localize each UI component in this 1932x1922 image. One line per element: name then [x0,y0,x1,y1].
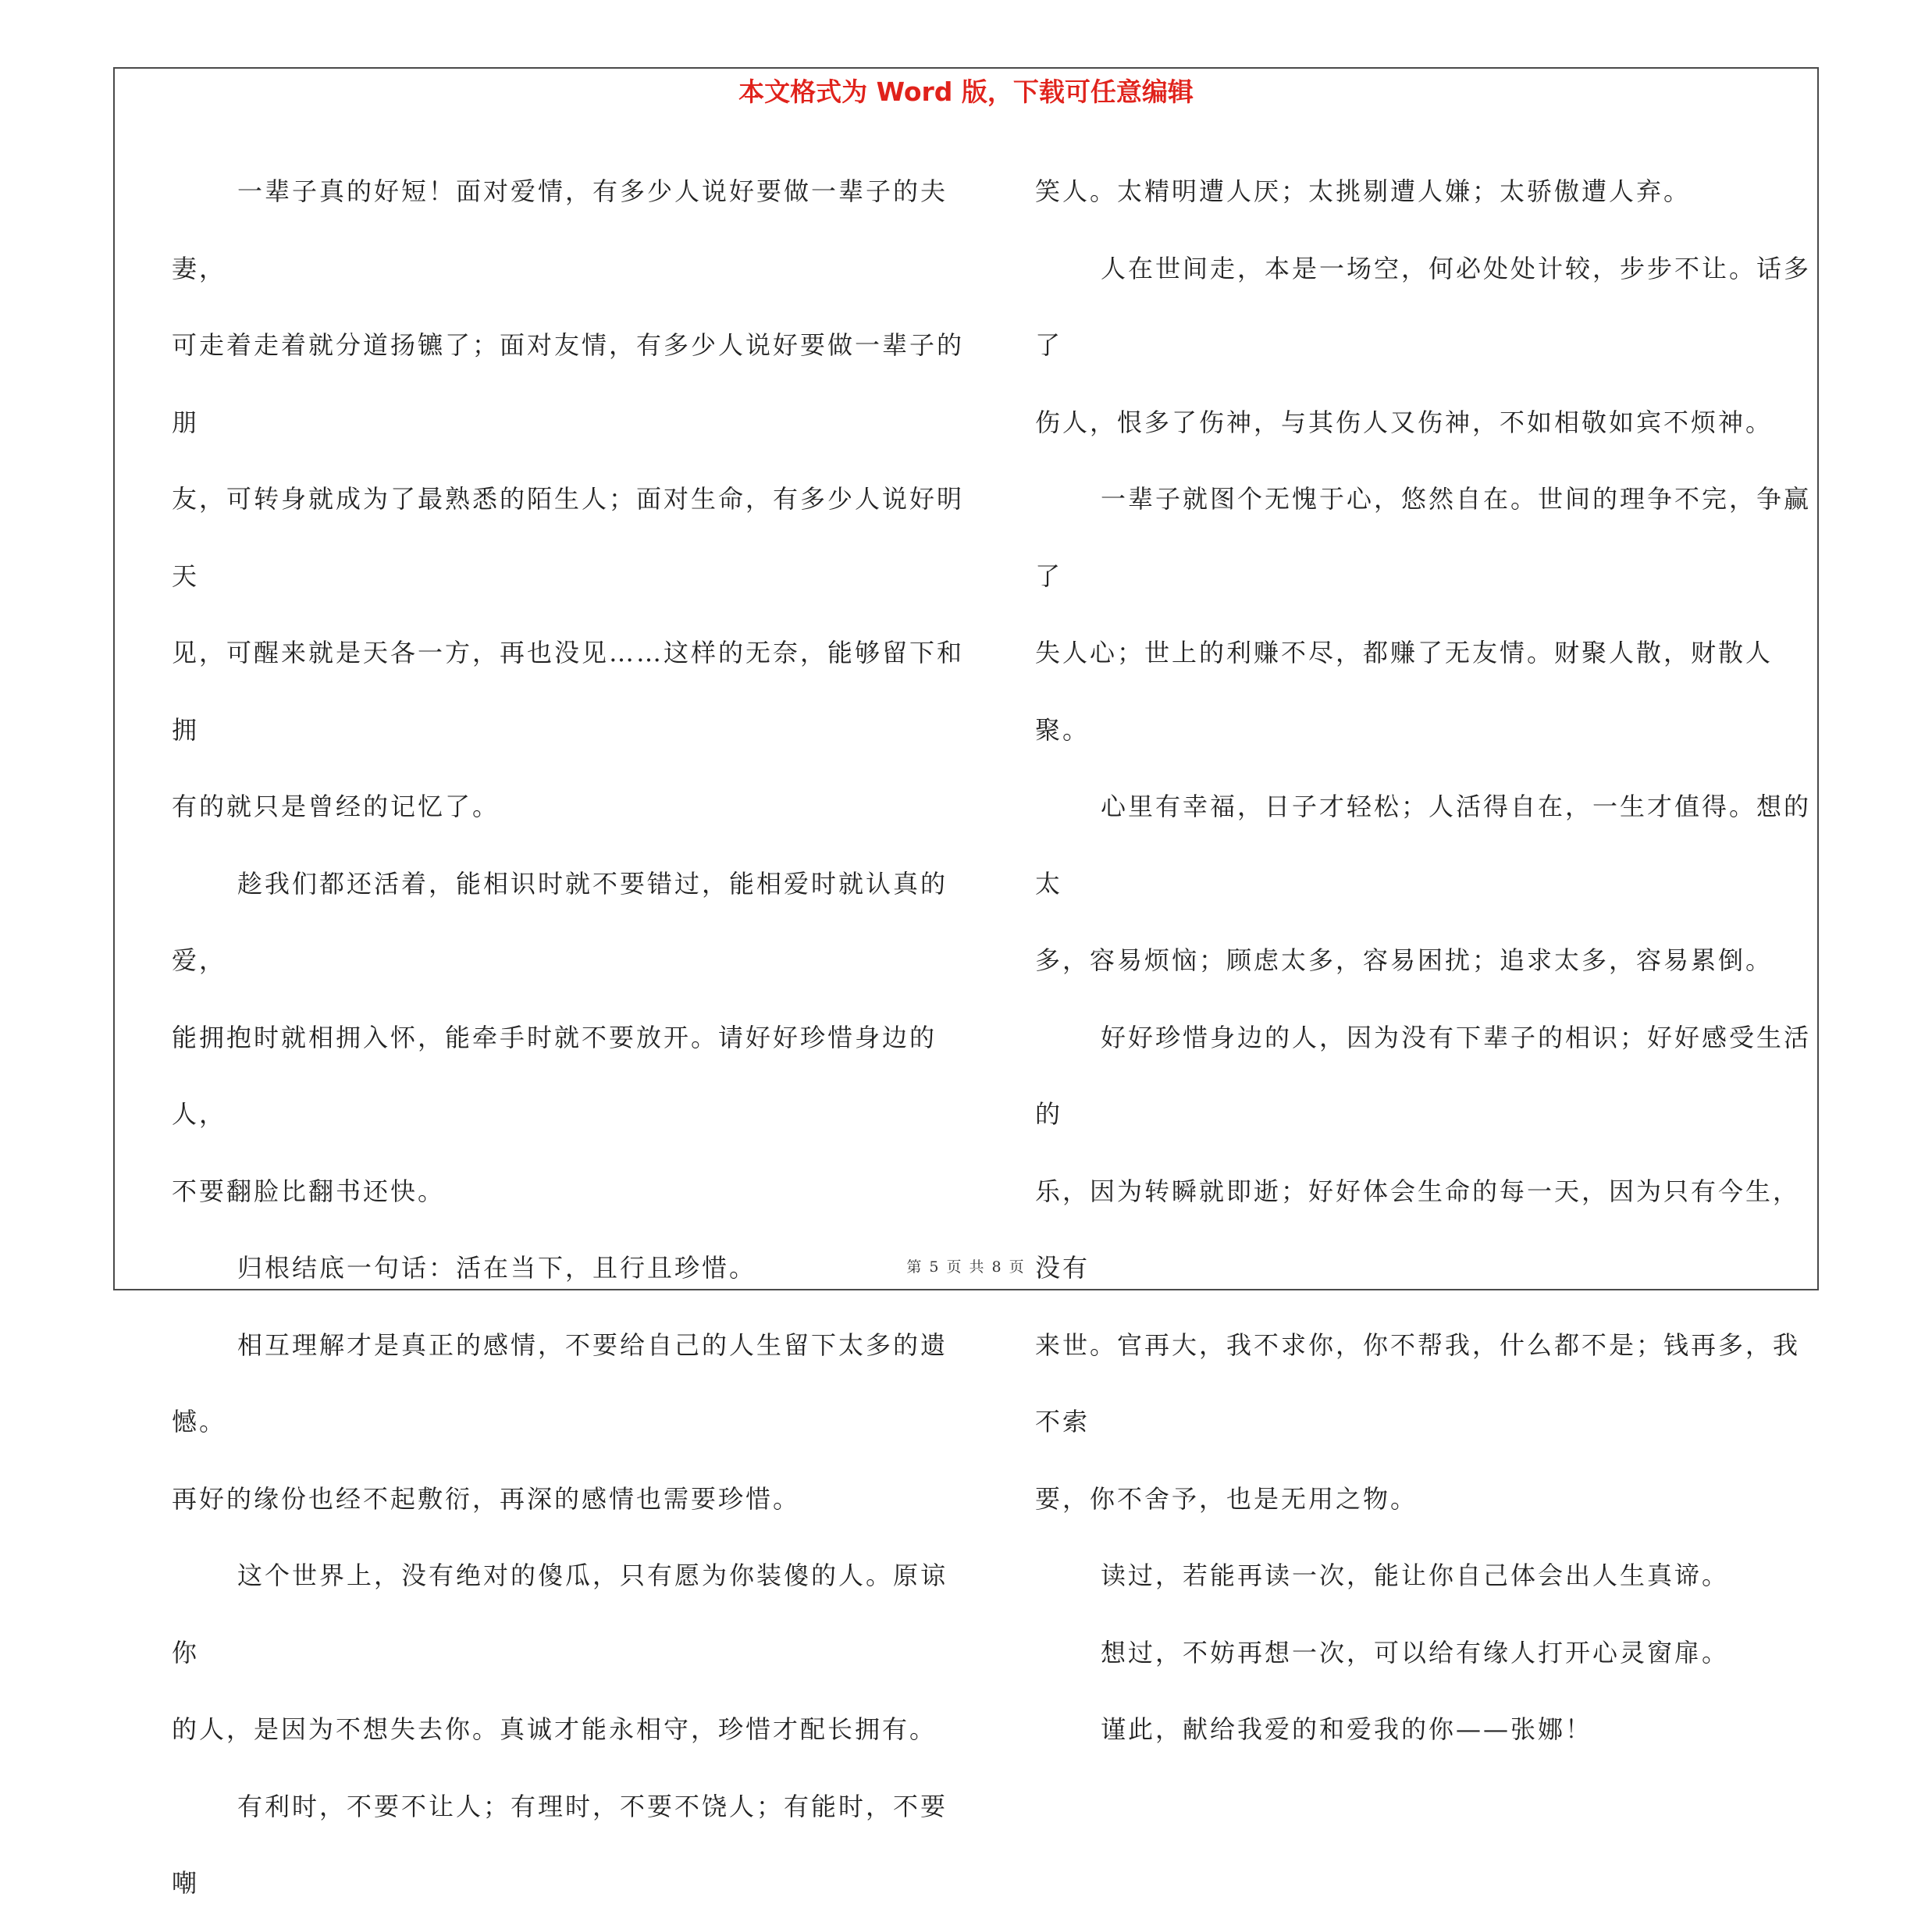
paragraph [172,1307,968,1538]
right-column [1035,153,1816,1768]
text-line: 好好珍惜身边的人，因为没有下辈子的相识；好好感受生活的 [1035,1022,1812,1129]
text-line: 见，可醒来就是天各一方，再也没见……这样的无奈，能够留下和拥 [172,638,965,745]
text-line: 能拥抱时就相拥入怀，能牵手时就不要放开。请好好珍惜身边的人， [172,1022,938,1129]
format-banner: 本文格式为 Word 版，下载可任意编辑 [738,77,1194,107]
paragraph [1035,1614,1816,1692]
text-line: 想过，不妨再想一次，可以给有缘人打开心灵窗扉。 [1101,1637,1730,1668]
paragraph [172,845,968,1230]
paragraph [1035,768,1816,999]
text-line: 有的就只是曾经的记忆了。 [172,792,500,821]
page-number-footer: 第 5 页 共 8 页 [906,1258,1026,1276]
text-line: 再好的缘份也经不起敷衍，再深的感情也需要珍惜。 [172,1483,801,1514]
paragraph [1035,153,1816,230]
left-column [172,153,968,1922]
paragraph [172,1537,968,1768]
text-line: 友，可转身就成为了最熟悉的陌生人；面对生命，有多少人说好明天 [172,484,965,591]
text-line: 来世。官再大，我不求你，你不帮我，什么都不是；钱再多，我不索 [1035,1329,1801,1436]
paragraph [172,1768,968,1922]
text-line: 要，你不舍予，也是无用之物。 [1035,1483,1418,1514]
text-line: 一辈子就图个无愧于心，悠然自在。世间的理争不完，争赢了 [1035,484,1812,591]
text-line: 相互理解才是真正的感情，不要给自己的人生留下太多的遗憾。 [172,1329,948,1436]
paragraph [172,153,968,845]
text-line: 人在世间走，本是一场空，何必处处计较，步步不让。话多了 [1035,253,1812,360]
text-line: 有利时，不要不让人；有理时，不要不饶人；有能时，不要嘲 [172,1791,948,1898]
text-line: 多，容易烦恼；顾虑太多，容易困扰；追求太多，容易累倒。 [1035,945,1774,975]
text-line: 笑人。太精明遭人厌；太挑剔遭人嫌；太骄傲遭人弃。 [1035,176,1692,206]
paragraph [1035,230,1816,461]
text-line: 读过，若能再读一次，能让你自己体会出人生真谛。 [1101,1561,1730,1590]
text-line: 谨此，献给我爱的和爱我的你——张娜！ [1101,1714,1593,1744]
text-line: 伤人，恨多了伤神，与其伤人又伤神，不如相敬如宾不烦神。 [1035,407,1774,437]
text-line: 的人，是因为不想失去你。真诚才能永相守，珍惜才配长拥有。 [172,1714,938,1744]
paragraph [1035,461,1816,768]
text-line: 趁我们都还活着，能相识时就不要错过，能相爱时就认真的爱， [172,868,948,975]
text-line: 这个世界上，没有绝对的傻瓜，只有愿为你装傻的人。原谅你 [172,1561,948,1668]
text-line: 乐，因为转瞬就即逝；好好体会生命的每一天，因为只有今生，没有 [1035,1176,1801,1283]
text-line: 归根结底一句话：活在当下，且行且珍惜。 [237,1253,757,1283]
text-line: 心里有幸福，日子才轻松；人活得自在，一生才值得。想的太 [1035,792,1812,899]
text-line: 可走着走着就分道扬镳了；面对友情，有多少人说好要做一辈子的朋 [172,330,965,437]
paragraph [1035,1691,1816,1768]
text-line: 一辈子真的好短！面对爱情，有多少人说好要做一辈子的夫妻， [172,176,948,283]
text-line: 不要翻脸比翻书还快。 [172,1176,446,1206]
text-line: 失人心；世上的利赚不尽，都赚了无友情。财聚人散，财散人聚。 [1035,638,1774,745]
paragraph [1035,1537,1816,1614]
